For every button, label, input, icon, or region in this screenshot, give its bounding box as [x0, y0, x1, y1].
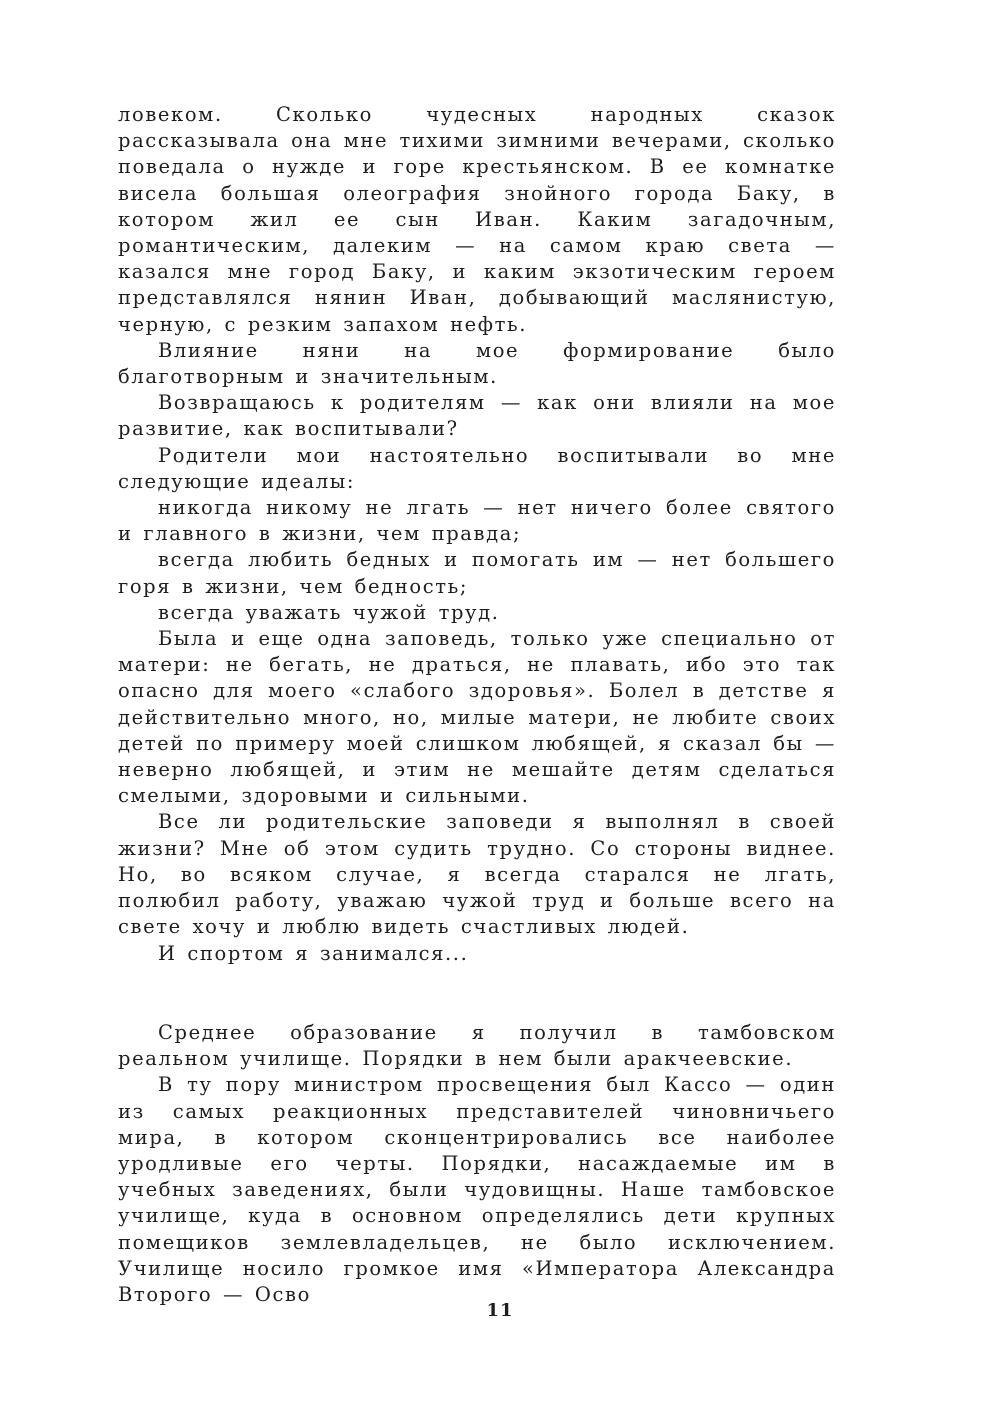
paragraph: В ту пору министром просвещения был Кассо — один из самых реакционных представителей чиновничьего мира, в котором сконцентрировались все наиболее уродливые его черты. Порядки, насаждаемые им в учебных заведениях, были чудовищны. Наше тамбовское училище, куда в основном определялись дети крупных помещиков землевладельцев, не было исключением. Училище носило громкое имя «Императора Александра Второго — Осво [118, 1073, 836, 1307]
paragraph: Влияние няни на мое формирование было благотворным и значительным. [118, 338, 836, 389]
list-item: никогда никому не лгать — нет ничего более святого и главного в жизни, чем правда; [118, 496, 836, 546]
text-section-1 [118, 102, 836, 967]
page-number: 11 [486, 1300, 514, 1321]
paragraph: Возвращаюсь к родителям — как они влияли на мое развитие, как воспитывали? [118, 391, 836, 441]
paragraph: И спортом я занимался... [158, 941, 469, 965]
text-section-2 [118, 1020, 836, 1308]
paragraph: Родители мои настоятельно воспитывали во мне следующие идеалы: [118, 443, 836, 493]
list-item: всегда любить бедных и помогать им — нет большего горя в жизни, чем бедность; [118, 548, 836, 598]
list-item: всегда уважать чужой труд. [158, 600, 500, 624]
paragraph: ловеком. Сколько чудесных народных сказок рассказывала она мне тихими зимними вечерами, сколько поведала о нужде и горе крестьянском. В ее комнатке висела большая олеография знойного города Баку, в котором жил ее сын Иван. Каким загадочным, романтическим, далеким — на самом краю света — казался мне город Баку, и каким экзотическим героем представлялся нянин Иван, добывающий маслянистую, черную, с резким запахом нефть. [118, 103, 836, 336]
paragraph: Была и еще одна заповедь, только уже специально от матери: не бегать, не драться, не плавать, ибо это так опасно для моего «слабого здоровья». Болел в детстве я действительно много, но, милые матери, не любите своих детей по примеру моей слишком любящей, я сказал бы — неверно любящей, и этим не мешайте детям сделаться смелыми, здоровыми и сильными. [118, 627, 836, 808]
paragraph: Среднее образование я получил в тамбовском реальном училище. Порядки в нем были аракчеевские. [118, 1021, 836, 1071]
paragraph: Все ли родительские заповеди я выполнял в своей жизни? Мне об этом судить трудно. Со стороны виднее. Но, во всяком случае, я всегда старался не лгать, полюбил работу, уважаю чужой труд и больше всего на свете хочу и люблю видеть счастливых людей. [118, 810, 836, 939]
